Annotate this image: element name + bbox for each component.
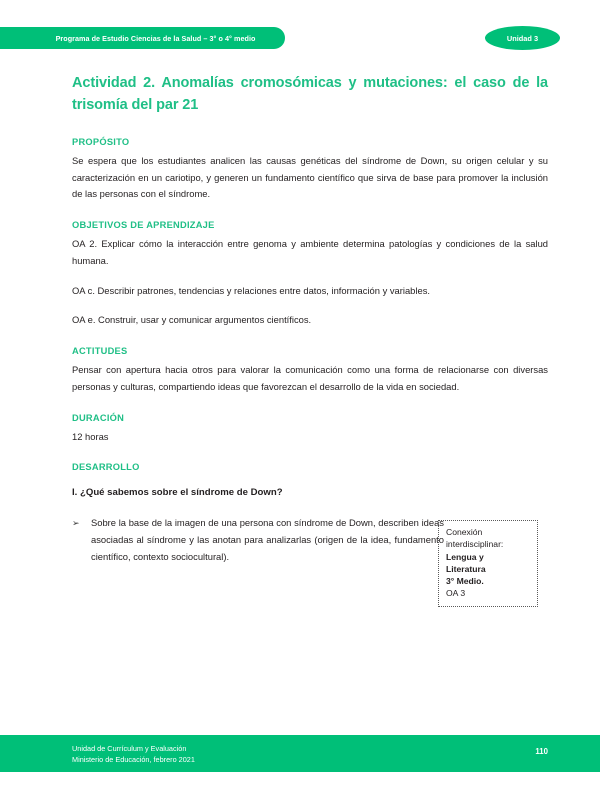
list-item bbox=[72, 515, 444, 565]
spacer bbox=[72, 270, 548, 283]
bullet-list bbox=[72, 515, 444, 565]
section-heading-actitudes: ACTITUDES bbox=[72, 346, 128, 357]
spacer bbox=[72, 329, 548, 346]
connection-oa-code: OA 3 bbox=[446, 588, 466, 599]
section-proposito bbox=[72, 137, 548, 203]
program-banner bbox=[0, 27, 285, 49]
connection-level: 3° Medio. bbox=[446, 576, 484, 587]
footer-line-1: Unidad de Currículum y Evaluación bbox=[72, 744, 187, 753]
objetivo-oa-2: OA 2. Explicar cómo la interacción entre genoma y ambiente determina patologías y condiciones de la salud humana. bbox=[72, 238, 548, 266]
section-desarrollo bbox=[72, 462, 548, 599]
page-footer bbox=[0, 735, 600, 772]
connection-subject-line-1: Lengua y bbox=[446, 551, 484, 562]
connection-line-1: Conexión bbox=[446, 527, 483, 538]
spacer bbox=[72, 445, 548, 462]
unit-badge-label: Unidad 3 bbox=[506, 33, 539, 43]
list-item-text: Sobre la base de la imagen de una persona con síndrome de Down, describen ideas asociadas al síndrome y las anotan para analizarlas (origen de la idea, fundamento científico, contexto sociocultural). bbox=[91, 517, 444, 562]
proposito-text: Se espera que los estudiantes analicen las causas genéticas del síndrome de Down, su origen celular y su caracterización en un cariotipo, y generen un fundamento científico que sirva de base para promover la inclusión de las personas con el síndrome. bbox=[72, 154, 548, 200]
section-heading-duracion: DURACIÓN bbox=[72, 412, 125, 423]
footer-line-2: Ministerio de Educación, febrero 2021 bbox=[72, 755, 195, 765]
duracion-text: 12 horas bbox=[72, 430, 109, 442]
page-header bbox=[0, 27, 600, 49]
section-duracion bbox=[72, 413, 548, 446]
desarrollo-subtitle: I. ¿Qué sabemos sobre el síndrome de Down? bbox=[72, 487, 283, 499]
section-heading-desarrollo: DESARROLLO bbox=[72, 462, 140, 473]
section-actitudes bbox=[72, 346, 548, 395]
objetivo-oa-c: OA c. Describir patrones, tendencias y relaciones entre datos, información y variables. bbox=[72, 284, 430, 296]
objetivo-oa-e: OA e. Construir, usar y comunicar argumentos científicos. bbox=[72, 314, 312, 326]
desarrollo-body-row bbox=[72, 515, 548, 599]
connection-line-2: interdisciplinar: bbox=[446, 539, 504, 550]
document-content bbox=[72, 72, 548, 599]
page-title: Actividad 2. Anomalías cromosómicas y mutaciones: el caso de la trisomía del par 21 bbox=[72, 75, 548, 114]
footer-organization bbox=[72, 743, 195, 766]
spacer bbox=[72, 396, 548, 413]
spacer bbox=[72, 203, 548, 220]
actitudes-text: Pensar con apertura hacia otros para valorar la comunicación como una forma de relacionarse con diversas personas y culturas, compartiendo ideas que favorezcan el desarrollo de la vida en sociedad. bbox=[72, 364, 548, 392]
arrow-bullet-icon: ➢ bbox=[72, 518, 80, 529]
spacer bbox=[72, 299, 548, 312]
section-objetivos bbox=[72, 220, 548, 329]
program-banner-label: Programa de Estudio Ciencias de la Salud – 3° o 4° medio bbox=[55, 33, 256, 43]
section-heading-objetivos: OBJETIVOS DE APRENDIZAJE bbox=[72, 220, 215, 231]
connection-subject-line-2: Literatura bbox=[446, 563, 486, 574]
unit-badge bbox=[485, 26, 560, 50]
page-number: 110 bbox=[535, 747, 548, 756]
interdisciplinary-connection-box bbox=[438, 520, 538, 606]
spacer bbox=[72, 478, 548, 487]
section-heading-proposito: PROPÓSITO bbox=[72, 136, 130, 147]
